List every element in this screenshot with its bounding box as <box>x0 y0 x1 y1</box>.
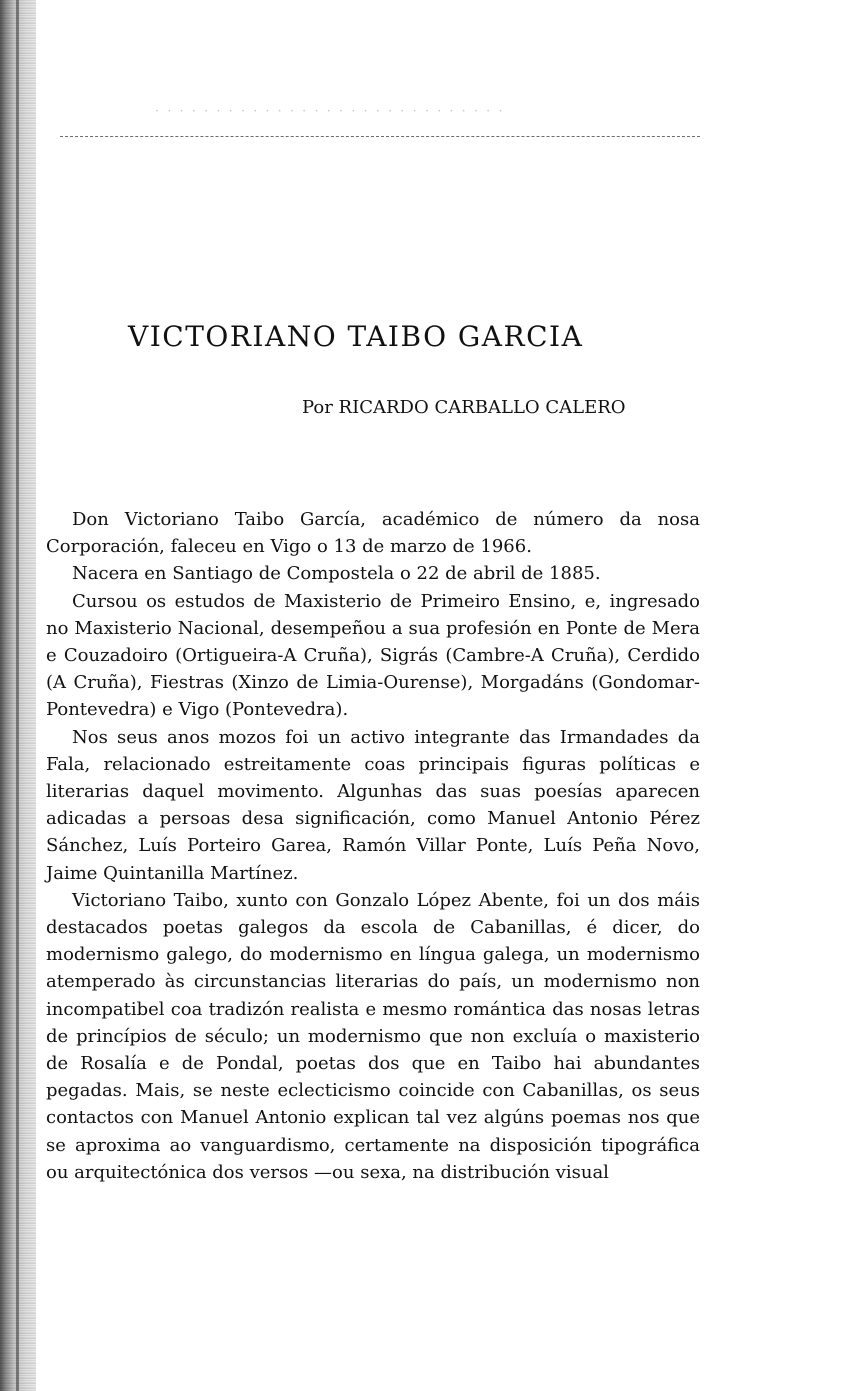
article-byline: Por RICARDO CARBALLO CALERO <box>302 397 626 418</box>
paragraph-1: Don Victoriano Taibo García, académico de número da nosa Corporación, faleceu en Vigo o 13 de marzo de 1966. <box>46 509 700 558</box>
article-title: VICTORIANO TAIBO GARCIA <box>128 320 584 353</box>
paragraph-4: Nos seus anos mozos foi un activo integrante das Irmandades da Fala, relacionado estreitamente coas principais figuras políticas e literarias daquel movimento. Algunhas das suas poesías aparecen adicadas a persoas desa significación, como Manuel Antonio Pérez Sánchez, Luís Porteiro Garea, Ramón Villar Ponte, Luís Peña Novo, Jaime Quintanilla Martínez. <box>46 726 700 884</box>
faded-running-head-text: · · · · · · · · · · · · · · · · · · · · · · · · · · · · · <box>155 104 505 119</box>
header-rule <box>60 136 700 137</box>
paragraph-3: Cursou os estudos de Maxisterio de Primeiro Ensino, e, ingresado no Maxisterio Nacional, desempeñou a sua profesión en Ponte de Mera e Couzadoiro (Ortigueira-A Cruña), Sigrás (Cambre-A Cruña), Cerdido (A Cruña), Fiestras (Xinzo de Limia-Ourense), Morgadáns (Gondomar-Pontevedra) e Vigo (Pontevedra). <box>46 590 700 721</box>
page-binding-edge <box>0 0 36 1391</box>
paragraph-2: Nacera en Santiago de Compostela o 22 de abril de 1885. <box>72 563 601 585</box>
article-body <box>46 506 700 1186</box>
running-header <box>60 96 700 140</box>
paragraph-5: Victoriano Taibo, xunto con Gonzalo López Abente, foi un dos máis destacados poetas galegos da escola de Cabanillas, é dicer, do modernismo galego, do modernismo en língua galega, un modernismo atemperado às circunstancias literarias do país, un modernismo non incompatibel coa tradizón realista e mesmo romántica das nosas letras de princípios de século; un modernismo que non excluía o maxisterio de Rosalía e de Pondal, poetas dos que en Taibo hai abundantes pegadas. Mais, se neste eclecticismo coincide con Cabanillas, os seus contactos con Manuel Antonio explican tal vez algúns poemas nos que se aproxima ao vanguardismo, certamente na disposición tipográfica ou arquitectónica dos versos —ou sexa, na distribución visual <box>46 889 700 1183</box>
binding-shadow-line <box>16 0 19 1391</box>
